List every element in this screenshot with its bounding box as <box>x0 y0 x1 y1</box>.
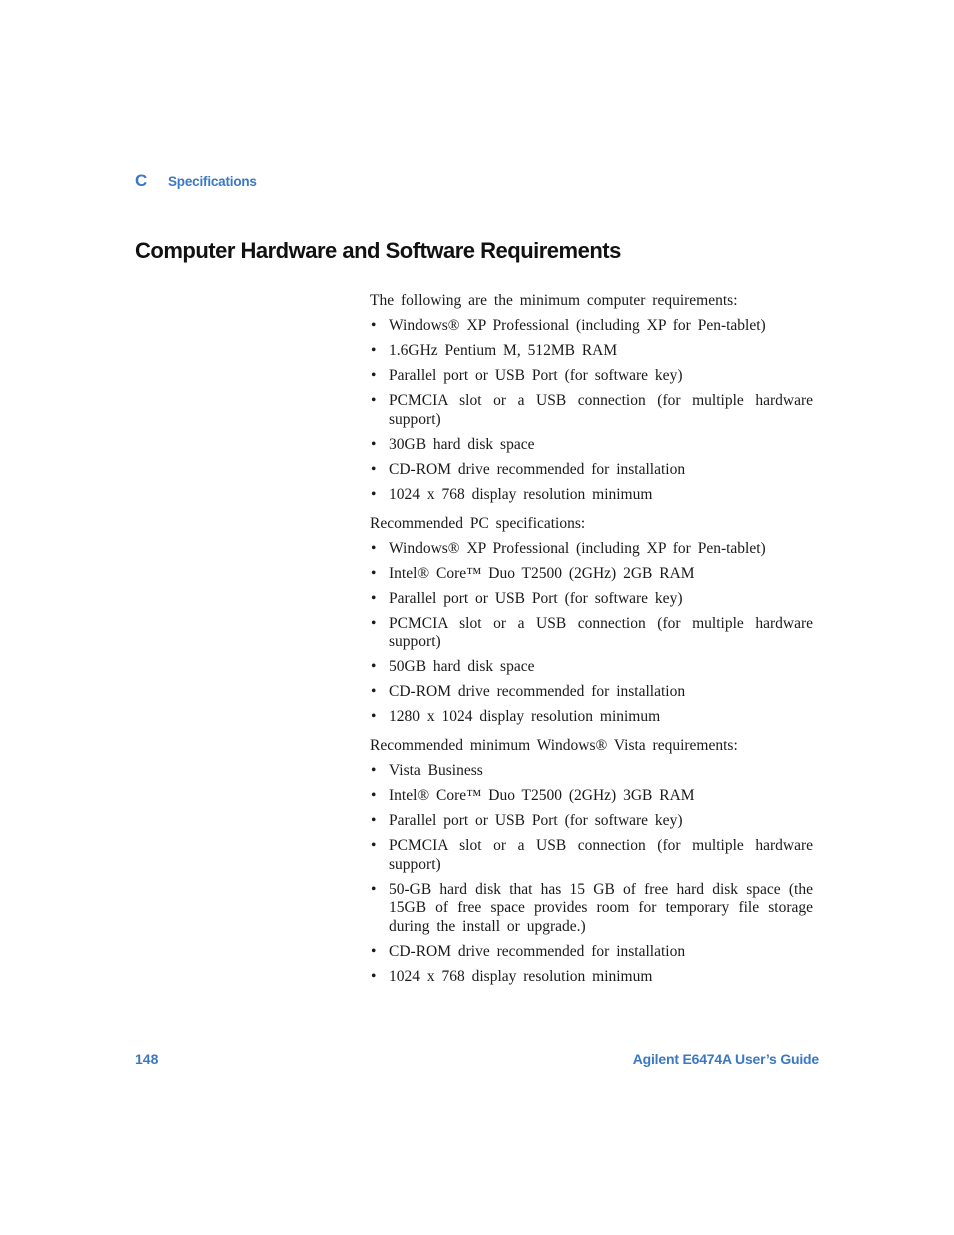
section-intro: The following are the minimum computer requirements: <box>370 292 738 309</box>
list-item: • 1024 x 768 display resolution minimum <box>370 968 813 987</box>
section-intro: Recommended PC specifications: <box>370 514 586 532</box>
list-item: • CD-ROM drive recommended for installation <box>370 461 813 480</box>
list-item: • PCMCIA slot or a USB connection (for multiple hardware support) <box>370 837 813 874</box>
list-item: • Vista Business <box>370 762 813 781</box>
list-item: • 50GB hard disk space <box>370 658 813 677</box>
requirements-list <box>370 540 813 727</box>
chapter-letter: C <box>135 171 148 190</box>
footer-guide-title: Agilent E6474A User’s Guide <box>632 1051 819 1067</box>
section-minimum-requirements <box>370 292 813 504</box>
running-header <box>135 171 257 191</box>
page-title: Computer Hardware and Software Requirements <box>135 238 621 263</box>
list-item: • Windows® XP Professional (including XP for Pen-tablet) <box>370 317 813 336</box>
list-item: • CD-ROM drive recommended for installation <box>370 943 813 962</box>
list-item: • 30GB hard disk space <box>370 436 813 455</box>
list-item: • 1.6GHz Pentium M, 512MB RAM <box>370 342 813 361</box>
list-item: • 50-GB hard disk that has 15 GB of free hard disk space (the 15GB of free space provides room for temporary file storage during the install or upgrade.) <box>370 881 813 937</box>
body-text <box>370 292 813 997</box>
section-intro: Recommended minimum Windows® Vista requirements: <box>370 737 738 754</box>
list-item: • Parallel port or USB Port (for software key) <box>370 812 813 831</box>
chapter-title: Specifications <box>168 174 257 189</box>
requirements-list <box>370 762 813 986</box>
list-item: • Intel® Core™ Duo T2500 (2GHz) 3GB RAM <box>370 787 813 806</box>
list-item: • 1024 x 768 display resolution minimum <box>370 486 813 505</box>
list-item: • PCMCIA slot or a USB connection (for multiple hardware support) <box>370 615 813 652</box>
list-item: • Windows® XP Professional (including XP for Pen-tablet) <box>370 540 813 559</box>
footer-page-number: 148 <box>135 1051 159 1067</box>
list-item: • Intel® Core™ Duo T2500 (2GHz) 2GB RAM <box>370 565 813 584</box>
list-item: • PCMCIA slot or a USB connection (for multiple hardware support) <box>370 392 813 429</box>
list-item: • CD-ROM drive recommended for installation <box>370 683 813 702</box>
list-item: • Parallel port or USB Port (for software key) <box>370 367 813 386</box>
section-vista-requirements <box>370 737 813 986</box>
list-item: • 1280 x 1024 display resolution minimum <box>370 708 813 727</box>
section-recommended-pc <box>370 515 813 727</box>
requirements-list <box>370 317 813 504</box>
list-item: • Parallel port or USB Port (for software key) <box>370 590 813 609</box>
